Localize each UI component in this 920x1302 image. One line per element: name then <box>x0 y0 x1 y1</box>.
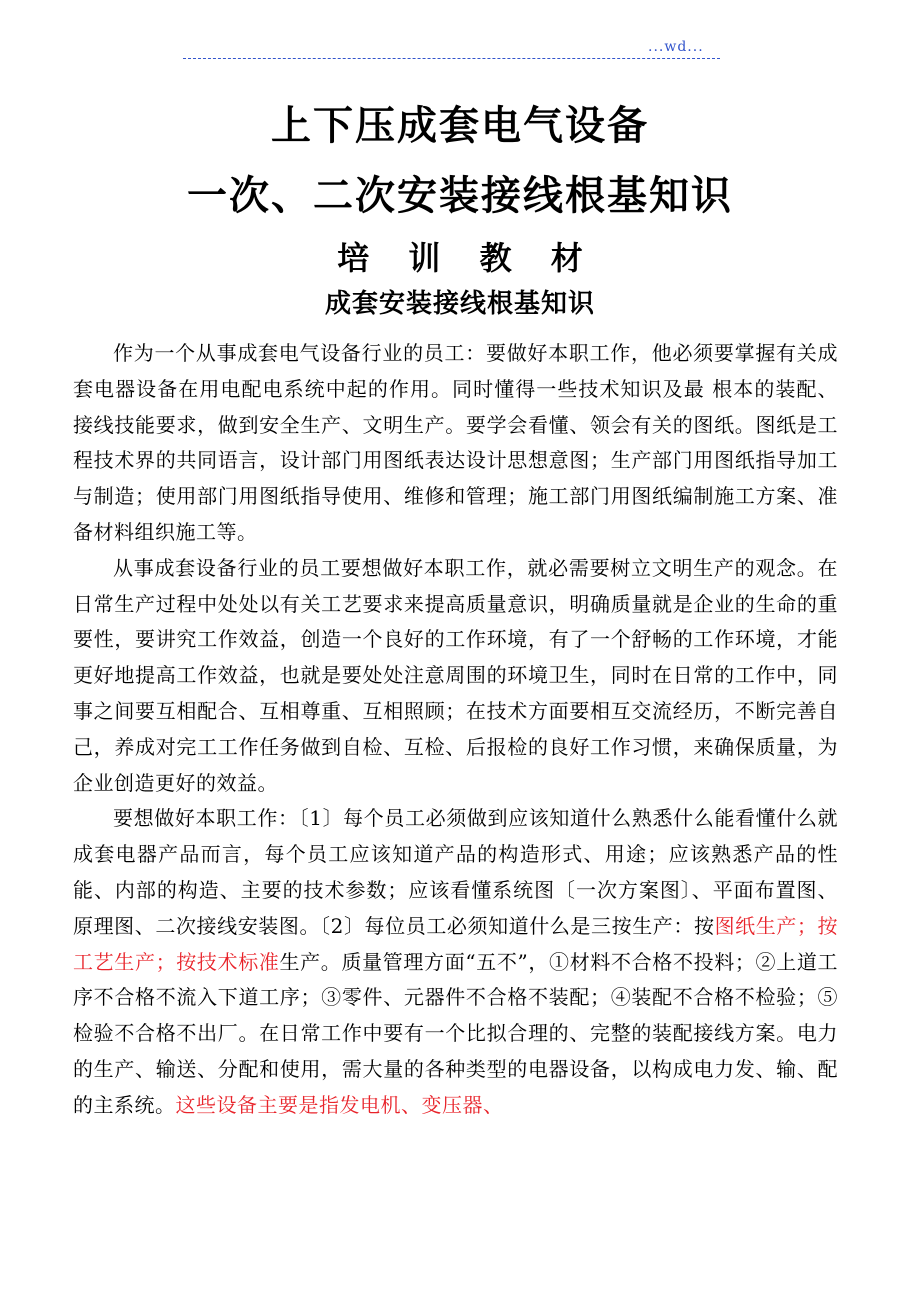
document-title-line-1: 上下压成套电气设备 <box>271 102 649 149</box>
document-body <box>73 336 838 1124</box>
paragraph-3-text-b: 生产。质量管理方面“五不”，①材料不合格不投料；②上道工序不合格不流入下道工序；③零件、元器件不合格不装配；④装配不合格不检验；⑤检验不合格不出厂。在日常工作中要有一个比拟合理的、完整的装配接线方案。电力的生产、输送、分配和使用，需大量的各种类型的电器设备，以构成电力发、输、配的主系统。 <box>73 949 838 1117</box>
header-divider <box>183 58 720 59</box>
highlight-equipment: 这些设备主要是指发电机、变压器、 <box>175 1092 504 1117</box>
document-subtitle: 培 训 教 材 <box>337 239 597 277</box>
section-heading: 成套安装接线根基知识 <box>324 289 595 319</box>
header-mark: ...wd... <box>648 39 704 55</box>
paragraph-2: 从事成套设备行业的员工要想做好本职工作，就必需要树立文明生产的观念。在日常生产过程中处处以有关工艺要求来提高质量意识，明确质量就是企业的生命的重要性，要讲究工作效益，创造一个良好的工作环境，有了一个舒畅的工作环境，才能更好地提高工作效益，也就是要处处注意周围的环境卫生，同时在日常的工作中，同事之间要互相配合、互相尊重、互相照顾；在技术方面要相互交流经历，不断完善自己，养成对完工工作任务做到自检、互检、后报检的良好工作习惯，来确保质量，为企业创造更好的效益。 <box>73 555 838 795</box>
highlight-three-principles: 图纸生产；按工艺生产；按技术标准 <box>73 913 839 974</box>
paragraph-3-text-a: 要想做好本职工作：〔1〕每个员工必须做到应该知道什么熟悉什么能看懂什么就成套电器产品而言，每个员工应该知道产品的构造形式、用途；应该熟悉产品的性能、内部的构造、主要的技术参数；应该看懂系统图〔一次方案图〕、平面布置图、原理图、二次接线安装图。〔2〕每位员工必须知道什么是三按生产：按 <box>73 806 838 938</box>
document-title-line-2: 一次、二次安装接线根基知识 <box>187 172 733 219</box>
paragraph-3 <box>73 801 838 1123</box>
paragraph-1: 作为一个从事成套电气设备行业的员工：要做好本职工作，他必须要掌握有关成套电器设备在用电配电系统中起的作用。同时懂得一些技术知识及最 根本的装配、接线技能要求，做到安全生产、文明生产。要学会看懂、领会有关的图纸。图纸是工程技术界的共同语言，设计部门用图纸表达设计思想意图；生产部门用图纸指导加工与制造；使用部门用图纸指导使用、维修和管理；施工部门用图纸编制施工方案、准备材料组织施工等。 <box>73 341 838 544</box>
